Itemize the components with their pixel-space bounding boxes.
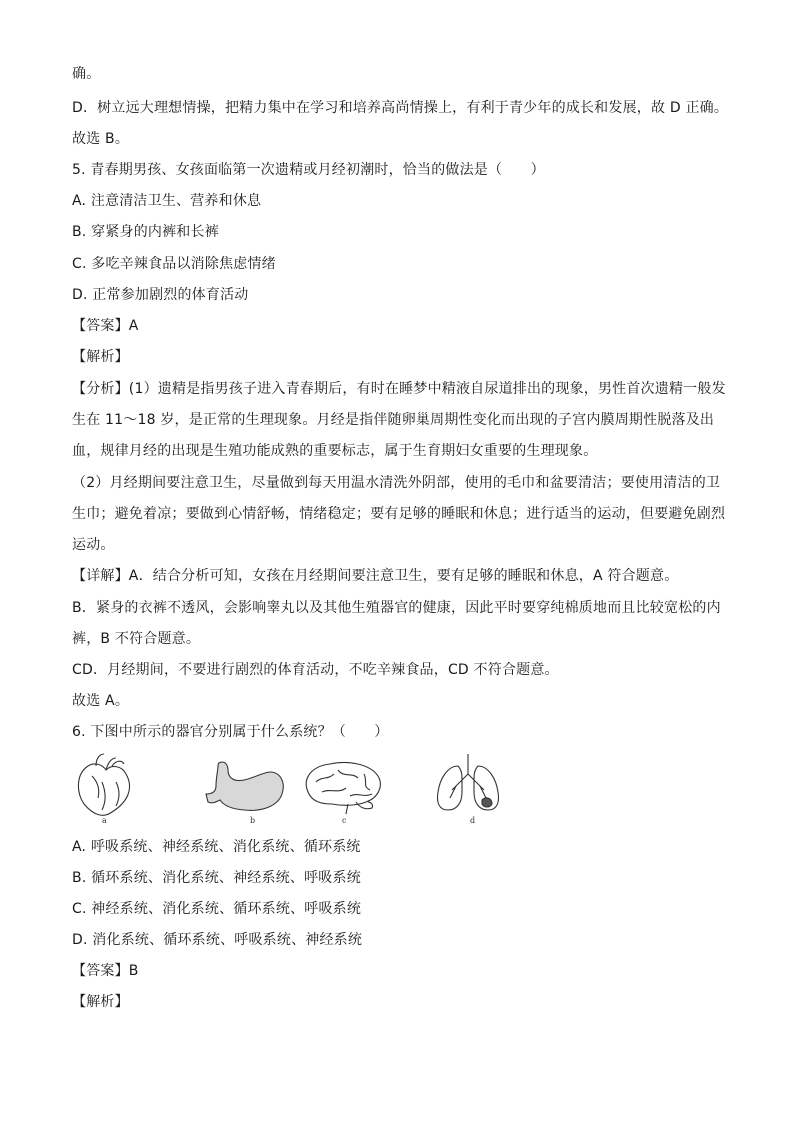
option-c: C. 多吃辛辣食品以消除焦虑情绪 (72, 256, 276, 272)
option-d: D. 正常参加剧烈的体育活动 (72, 287, 249, 303)
text-line: 运动。 (72, 537, 115, 553)
option-a: A. 注意清洁卫生、营养和休息 (72, 193, 262, 209)
analysis-heading: 【解析】 (72, 994, 129, 1010)
stomach-icon (206, 762, 283, 810)
text-line: 确。 (72, 66, 101, 82)
text-line: B．紧身的衣裤不透风，会影响睾丸以及其他生殖器官的健康，因此平时要穿纯棉质地而且比较宽松的内 (72, 600, 721, 616)
option-c: C. 神经系统、消化系统、循环系统、呼吸系统 (72, 901, 362, 917)
heart-icon (78, 754, 129, 815)
text-line: 故选 B。 (72, 131, 130, 147)
figure-label-c: c (342, 816, 347, 824)
option-b: B. 穿紧身的内裤和长裤 (72, 224, 219, 240)
option-a: A. 呼吸系统、神经系统、消化系统、循环系统 (72, 839, 361, 855)
figure-label-b: b (250, 816, 256, 824)
text-line: （2）月经期间要注意卫生，尽量做到每天用温水清洗外阴部，使用的毛巾和盆要清洁；要使用清洁的卫 (72, 475, 721, 491)
question-6: 6. 下图中所示的器官分别属于什么系统？（ ） (72, 724, 389, 740)
organ-figure (72, 752, 532, 824)
brain-icon (306, 763, 380, 815)
lungs-icon (437, 754, 498, 810)
text-line: 故选 A。 (72, 693, 130, 709)
answer-label: 【答案】A (72, 318, 139, 334)
text-line: 【详解】A．结合分析可知，女孩在月经期间要注意卫生，要有足够的睡眠和休息，A 符合题意。 (72, 568, 679, 584)
option-d: D. 消化系统、循环系统、呼吸系统、神经系统 (72, 932, 363, 948)
figure-label-a: a (102, 816, 107, 824)
figure-label-d: d (470, 816, 476, 824)
option-b: B. 循环系统、消化系统、神经系统、呼吸系统 (72, 870, 361, 886)
text-line: 血，规律月经的出现是生殖功能成熟的重要标志，属于生育期妇女重要的生理现象。 (72, 443, 598, 459)
text-line: 生在 11～18 岁，是正常的生理现象。月经是指伴随卵巢周期性变化而出现的子宫内膜周期性脱落及出 (72, 412, 715, 428)
text-line: 【分析】(1）遗精是指男孩子进入青春期后，有时在睡梦中精液自尿道排出的现象，男性首次遗精一般发 (72, 381, 726, 397)
text-line: D．树立远大理想情操，把精力集中在学习和培养高尚情操上，有利于青少年的成长和发展，故 D 正确。 (72, 100, 729, 116)
analysis-heading: 【解析】 (72, 349, 129, 365)
text-line: CD．月经期间，不要进行剧烈的体育活动，不吃辛辣食品，CD 不符合题意。 (72, 662, 559, 678)
answer-label: 【答案】B (72, 963, 139, 979)
question-5: 5. 青春期男孩、女孩面临第一次遗精或月经初潮时，恰当的做法是（ ） (72, 162, 545, 178)
text-line: 生巾；避免着凉；要做到心情舒畅，情绪稳定；要有足够的睡眠和休息；进行适当的运动，但要避免剧烈 (72, 506, 726, 522)
text-line: 裤，B 不符合题意。 (72, 631, 201, 647)
